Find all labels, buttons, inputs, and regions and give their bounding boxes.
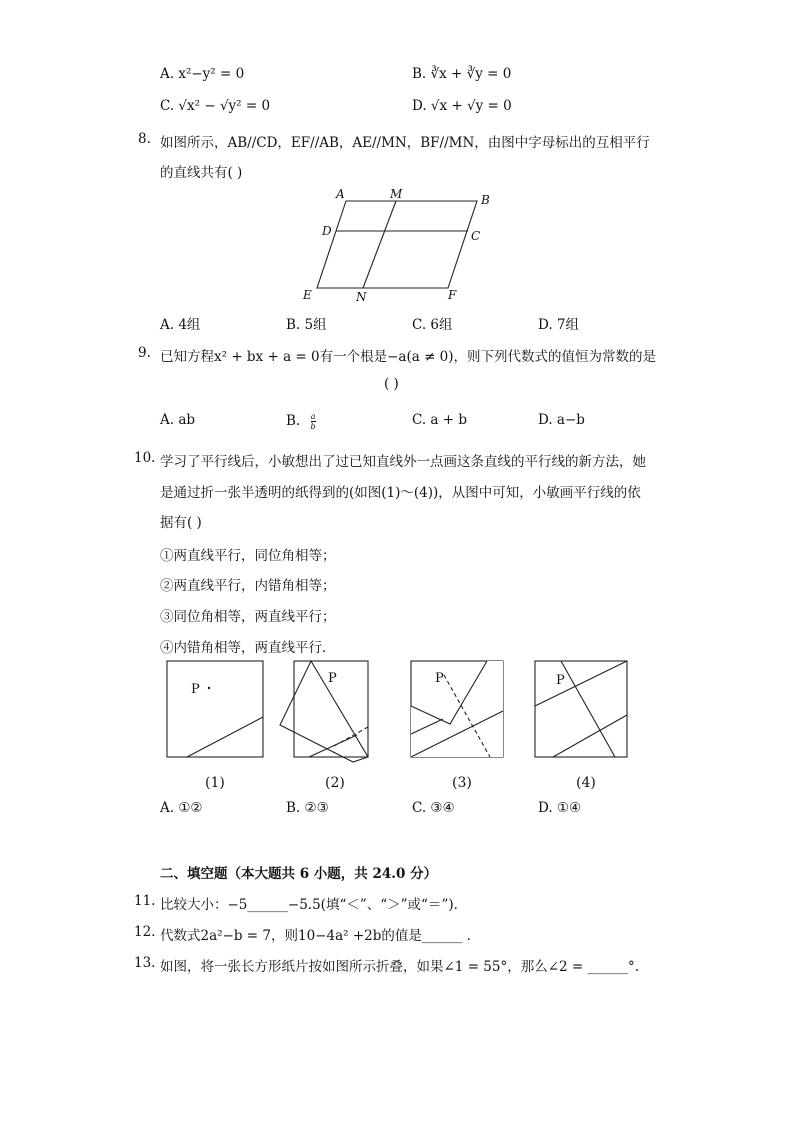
q8-option-b: B. 5组 [286, 317, 327, 333]
q8-label-d: D [322, 224, 332, 238]
q10-item-2: ②两直线平行，内错角相等； [160, 578, 336, 594]
q10-caption-1: (1) [205, 775, 225, 791]
q10-fig1-point-label: P [191, 682, 200, 697]
q13-number: 13. [134, 955, 156, 971]
q9-number: 9. [138, 345, 151, 361]
q9-option-a: A. ab [160, 412, 196, 428]
q7-option-c: C. √x² − √y² = 0 [160, 98, 271, 114]
q10-fig4-point-label: P [556, 673, 565, 688]
q10-number: 10. [134, 450, 156, 466]
q10-fig2-fold [280, 661, 368, 762]
q10-option-c: C. ③④ [412, 800, 455, 816]
q9-option-b-fraction [311, 412, 316, 431]
q10-text-line3: 据有( ) [160, 515, 202, 531]
q10-option-d: D. ①④ [538, 800, 582, 816]
q10-fig1-point [208, 687, 210, 689]
q10-text-line1: 学习了平行线后，小敏想出了过已知直线外一点画这条直线的平行线的新方法，她 [160, 454, 646, 470]
q7-option-b: B. ∛x + ∛y = 0 [412, 66, 512, 82]
q10-fig3-point-label: P [435, 671, 444, 686]
q9-option-b-numerator: a [310, 412, 316, 421]
q8-text-line1: 如图所示，AB//CD，EF//AB，AE//MN，BF//MN，由图中字母标出的互相平行 [160, 135, 650, 151]
q10-figures [160, 655, 640, 770]
q9-option-c: C. a + b [412, 412, 468, 428]
q7-option-a: A. x²−y² = 0 [160, 66, 245, 82]
q8-figure [290, 182, 510, 308]
q8-option-a: A. 4组 [160, 317, 201, 333]
q9-text-line1: 已知方程x² + bx + a = 0有一个根是−a(a ≠ 0)，则下列代数式的值恒为常数的是 [160, 349, 657, 365]
section-2-heading: 二、填空题（本大题共 6 小题，共 24.0 分） [160, 866, 438, 882]
q8-label-a: A [336, 187, 345, 201]
q10-item-4: ④内错角相等，两直线平行． [160, 640, 336, 656]
q8-label-m: M [390, 187, 403, 201]
q10-fig4-paper [535, 661, 627, 757]
q9-text-line2: ( ) [384, 376, 399, 392]
q8-option-d: D. 7组 [538, 317, 580, 333]
q10-fig2-point-label: P [328, 671, 337, 686]
q13-text: 如图，将一张长方形纸片按如图所示折叠，如果∠1 = 55°，那么∠2 = ______°. [160, 959, 640, 975]
q12-number: 12. [134, 924, 156, 940]
q10-option-b: B. ②③ [286, 800, 329, 816]
q10-text-line2: 是通过折一张半透明的纸得到的(如图(1)～(4))，从图中可知，小敏画平行线的依 [160, 485, 641, 501]
q10-item-1: ①两直线平行，同位角相等； [160, 548, 336, 564]
q8-option-c: C. 6组 [412, 317, 453, 333]
q8-label-e: E [303, 288, 312, 302]
q9-option-b-denominator: b [310, 422, 316, 431]
q9-option-b [286, 412, 316, 431]
q9-option-d: D. a−b [538, 412, 585, 428]
q11-text: 比较大小：−5______−5.5(填“＜”、“＞”或“＝”)． [160, 897, 468, 913]
q8-label-f: F [448, 288, 457, 302]
q7-option-d: D. √x + √y = 0 [412, 98, 512, 114]
q10-option-a: A. ①② [160, 800, 203, 816]
q8-label-n: N [356, 290, 367, 304]
q8-label-b: B [481, 193, 490, 207]
q10-caption-4: (4) [576, 775, 596, 791]
q8-number: 8. [138, 131, 151, 147]
q11-number: 11. [134, 893, 156, 909]
q10-caption-2: (2) [325, 775, 345, 791]
q9-option-b-prefix: B. [286, 413, 301, 429]
q8-text-line2: 的直线共有( ) [160, 165, 243, 181]
q10-caption-3: (3) [452, 775, 472, 791]
q10-item-3: ③同位角相等，两直线平行； [160, 609, 336, 625]
q12-text: 代数式2a²−b = 7，则10−4a² +2b的值是______ ． [160, 928, 481, 944]
q8-label-c: C [471, 229, 481, 243]
